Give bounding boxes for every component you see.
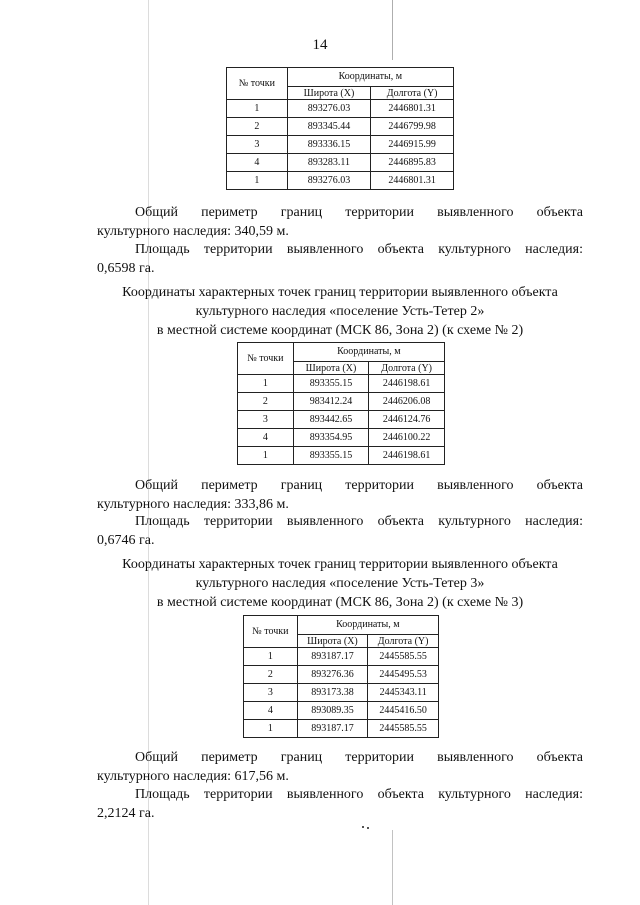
point-cell: 2 — [227, 118, 288, 136]
lon-cell: 2445343.11 — [368, 684, 439, 702]
heading-line-3: в местной системе координат (МСК 86, Зона 2) (к схеме № 3) — [156, 595, 524, 610]
heading-line-2: культурного наследия «поселение Усть-Тетер 3» — [195, 576, 485, 591]
area-line-1: Площадь территории выявленного объекта культурного наследия: — [135, 787, 583, 802]
coordinates-table-1 — [226, 67, 454, 190]
point-cell: 1 — [244, 648, 298, 666]
table-row — [244, 684, 439, 702]
header-coordinates: Координаты, м — [297, 616, 438, 635]
area-paragraph-2 — [97, 512, 583, 550]
table-row — [227, 118, 454, 136]
lat-cell: 893187.17 — [297, 720, 368, 738]
header-lat: Широта (X) — [297, 635, 368, 648]
lon-cell: 2446124.76 — [369, 411, 445, 429]
point-cell: 1 — [227, 172, 288, 190]
lon-cell: 2445495.53 — [368, 666, 439, 684]
point-cell: 1 — [238, 447, 294, 465]
section-heading-2 — [60, 283, 620, 340]
lon-cell: 2446198.61 — [369, 375, 445, 393]
perimeter-line-2: культурного наследия: 617,56 м. — [97, 769, 289, 784]
perimeter-line-1: Общий периметр границ территории выявленного объекта — [135, 750, 583, 765]
coordinates-table-3 — [243, 615, 439, 738]
area-line-1: Площадь территории выявленного объекта культурного наследия: — [135, 242, 583, 257]
lon-cell: 2446799.98 — [371, 118, 454, 136]
scan-speck — [367, 827, 369, 829]
area-line-2: 0,6598 га. — [97, 261, 155, 276]
perimeter-line-2: культурного наследия: 333,86 м. — [97, 497, 289, 512]
table-header-row — [227, 68, 454, 87]
table-row — [244, 720, 439, 738]
lon-cell: 2446895.83 — [371, 154, 454, 172]
table-row — [227, 136, 454, 154]
table-header-row — [238, 343, 445, 362]
header-coordinates: Координаты, м — [287, 68, 453, 87]
table-header-row — [244, 616, 439, 635]
point-cell: 1 — [227, 100, 288, 118]
table-row — [238, 393, 445, 411]
header-point-no: № точки — [244, 616, 298, 648]
header-lat: Широта (X) — [287, 87, 371, 100]
lon-cell: 2446198.61 — [369, 447, 445, 465]
section-heading-3 — [60, 555, 620, 612]
perimeter-paragraph-3 — [97, 748, 583, 786]
table-row — [227, 100, 454, 118]
point-cell: 4 — [244, 702, 298, 720]
point-cell: 3 — [227, 136, 288, 154]
lat-cell: 893187.17 — [297, 648, 368, 666]
lon-cell: 2445585.55 — [368, 648, 439, 666]
area-paragraph-3 — [97, 785, 583, 823]
heading-line-1: Координаты характерных точек границ территории выявленного объекта — [122, 285, 558, 300]
table-row — [238, 447, 445, 465]
header-point-no: № точки — [238, 343, 294, 375]
header-lat: Широта (X) — [293, 362, 369, 375]
table-row — [238, 429, 445, 447]
lat-cell: 893336.15 — [287, 136, 371, 154]
perimeter-paragraph-2 — [97, 476, 583, 514]
scan-line-right-bottom — [392, 830, 393, 905]
lat-cell: 893345.44 — [287, 118, 371, 136]
header-lon: Долгота (Y) — [368, 635, 439, 648]
page-number: 14 — [312, 37, 328, 53]
table-row — [227, 172, 454, 190]
lon-cell: 2446801.31 — [371, 172, 454, 190]
lat-cell: 893276.36 — [297, 666, 368, 684]
point-cell: 1 — [238, 375, 294, 393]
point-cell: 4 — [227, 154, 288, 172]
header-lon: Долгота (Y) — [369, 362, 445, 375]
lon-cell: 2446100.22 — [369, 429, 445, 447]
lat-cell: 893354.95 — [293, 429, 369, 447]
lat-cell: 893355.15 — [293, 375, 369, 393]
header-lon: Долгота (Y) — [371, 87, 454, 100]
perimeter-line-1: Общий периметр границ территории выявленного объекта — [135, 205, 583, 220]
point-cell: 3 — [238, 411, 294, 429]
lat-cell: 893355.15 — [293, 447, 369, 465]
area-line-2: 0,6746 га. — [97, 533, 155, 548]
area-line-1: Площадь территории выявленного объекта культурного наследия: — [135, 514, 583, 529]
scan-speck — [362, 826, 364, 828]
lat-cell: 893276.03 — [287, 172, 371, 190]
table-row — [244, 702, 439, 720]
header-coordinates: Координаты, м — [293, 343, 444, 362]
lat-cell: 983412.24 — [293, 393, 369, 411]
table-row — [244, 666, 439, 684]
heading-line-1: Координаты характерных точек границ территории выявленного объекта — [122, 557, 558, 572]
area-paragraph-1 — [97, 240, 583, 278]
lon-cell: 2446206.08 — [369, 393, 445, 411]
coordinates-table-2 — [237, 342, 445, 465]
lon-cell: 2445585.55 — [368, 720, 439, 738]
header-point-no: № точки — [227, 68, 288, 100]
lat-cell: 893283.11 — [287, 154, 371, 172]
point-cell: 2 — [238, 393, 294, 411]
lon-cell: 2445416.50 — [368, 702, 439, 720]
point-cell: 4 — [238, 429, 294, 447]
lon-cell: 2446801.31 — [371, 100, 454, 118]
heading-line-2: культурного наследия «поселение Усть-Тетер 2» — [195, 304, 485, 319]
table-row — [227, 154, 454, 172]
table-row — [244, 648, 439, 666]
area-line-2: 2,2124 га. — [97, 806, 155, 821]
point-cell: 1 — [244, 720, 298, 738]
lon-cell: 2446915.99 — [371, 136, 454, 154]
lat-cell: 893276.03 — [287, 100, 371, 118]
lat-cell: 893173.38 — [297, 684, 368, 702]
perimeter-line-1: Общий периметр границ территории выявленного объекта — [135, 478, 583, 493]
heading-line-3: в местной системе координат (МСК 86, Зона 2) (к схеме № 2) — [156, 323, 524, 338]
perimeter-paragraph-1 — [97, 203, 583, 241]
point-cell: 3 — [244, 684, 298, 702]
lat-cell: 893442.65 — [293, 411, 369, 429]
lat-cell: 893089.35 — [297, 702, 368, 720]
point-cell: 2 — [244, 666, 298, 684]
table-row — [238, 375, 445, 393]
table-row — [238, 411, 445, 429]
perimeter-line-2: культурного наследия: 340,59 м. — [97, 224, 289, 239]
